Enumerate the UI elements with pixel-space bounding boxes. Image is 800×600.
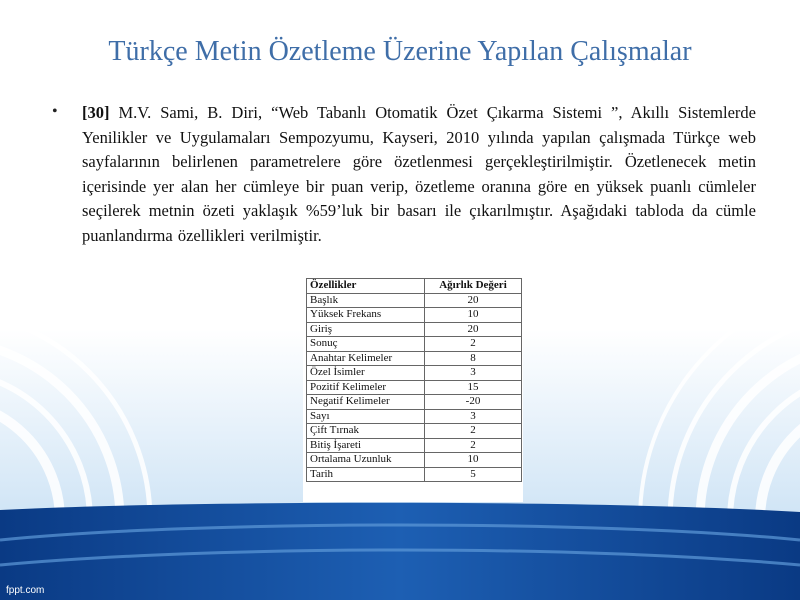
feature-name-cell: Sonuç — [307, 337, 425, 352]
feature-name-cell: Özel İsimler — [307, 366, 425, 381]
bullet-body-text: M.V. Sami, B. Diri, “Web Tabanlı Otomatik Özet Çıkarma Sistemi ”, Akıllı Sistemlerde Yenilikler ve Uygulamaları Sempozyumu, Kayseri, 2010 yılında yapılan çalışmada Türkçe web sayfalarının belirlenen parametrelere göre özetlenmesi gerçekleştirilmiştir. Özetlenecek metin içerisinde yer alan her cümleye bir puan verip, özetleme oranına göre en yüksek puanlı cümleler seçilerek metnin özeti yaklaşık %59’luk bir basarı ile çıkarılmıştır. Aşağıdaki tabloda da cümle puanlandırma özellikleri verilmiştir. — [82, 103, 756, 245]
weight-value-cell: 10 — [425, 308, 522, 323]
weight-value-cell: 2 — [425, 337, 522, 352]
feature-name-cell: Bitiş İşareti — [307, 438, 425, 453]
table-row — [307, 453, 522, 468]
feature-weight-table — [306, 278, 522, 482]
column-header-weight: Ağırlık Değeri — [425, 279, 522, 294]
weight-value-cell: 10 — [425, 453, 522, 468]
weight-value-cell: 8 — [425, 351, 522, 366]
table-row — [307, 395, 522, 410]
table-row — [307, 467, 522, 482]
table-header-row — [307, 279, 522, 294]
table-row — [307, 438, 522, 453]
table-body — [307, 293, 522, 482]
reference-label: [30] — [82, 103, 110, 122]
feature-name-cell: Çift Tırnak — [307, 424, 425, 439]
table-row — [307, 293, 522, 308]
table-row — [307, 380, 522, 395]
weight-value-cell: 2 — [425, 438, 522, 453]
watermark-label: fppt.com — [6, 585, 45, 596]
weight-value-cell: -20 — [425, 395, 522, 410]
weight-value-cell: 15 — [425, 380, 522, 395]
table-row — [307, 366, 522, 381]
weight-value-cell: 20 — [425, 322, 522, 337]
column-header-features: Özellikler — [307, 279, 425, 294]
weight-value-cell: 20 — [425, 293, 522, 308]
slide-title: Türkçe Metin Özetleme Üzerine Yapılan Çalışmalar — [108, 36, 692, 67]
weight-value-cell: 2 — [425, 424, 522, 439]
feature-table-image — [303, 276, 523, 502]
bullet-paragraph — [82, 101, 756, 248]
table-row — [307, 424, 522, 439]
feature-name-cell: Pozitif Kelimeler — [307, 380, 425, 395]
feature-name-cell: Başlık — [307, 293, 425, 308]
table-row — [307, 308, 522, 323]
feature-name-cell: Anahtar Kelimeler — [307, 351, 425, 366]
weight-value-cell: 5 — [425, 467, 522, 482]
table-row — [307, 351, 522, 366]
feature-name-cell: Giriş — [307, 322, 425, 337]
feature-name-cell: Yüksek Frekans — [307, 308, 425, 323]
table-row — [307, 322, 522, 337]
bullet-dot-icon: • — [52, 103, 58, 120]
feature-name-cell: Negatif Kelimeler — [307, 395, 425, 410]
feature-name-cell: Sayı — [307, 409, 425, 424]
feature-name-cell: Ortalama Uzunluk — [307, 453, 425, 468]
weight-value-cell: 3 — [425, 409, 522, 424]
table-row — [307, 409, 522, 424]
weight-value-cell: 3 — [425, 366, 522, 381]
table-row — [307, 337, 522, 352]
feature-name-cell: Tarih — [307, 467, 425, 482]
